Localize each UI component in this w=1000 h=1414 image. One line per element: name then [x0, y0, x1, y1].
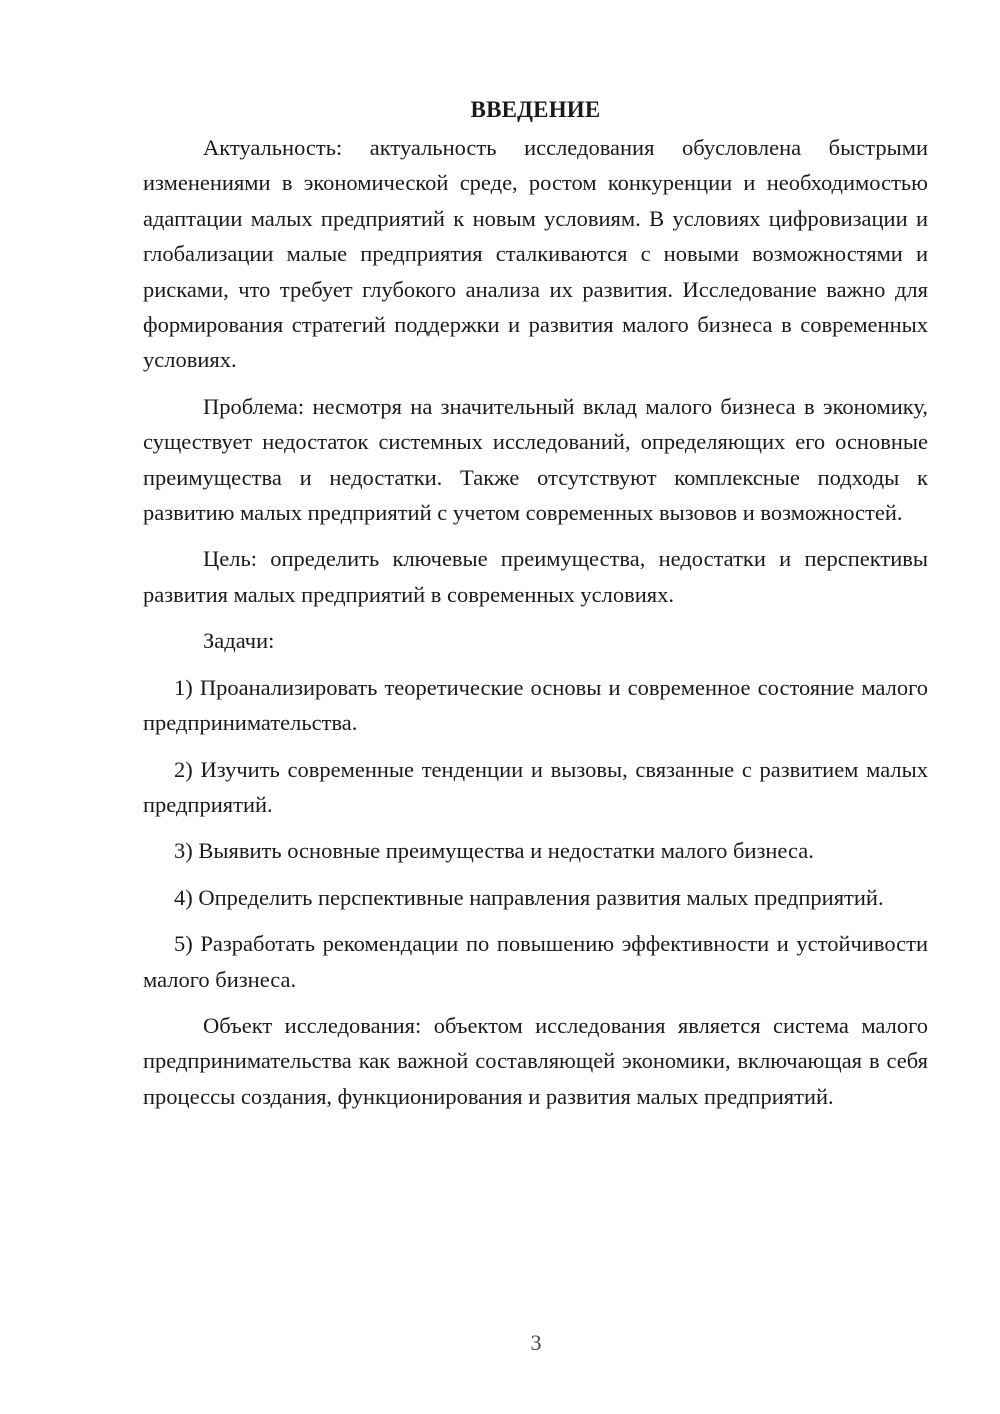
document-page — [143, 92, 928, 1114]
paragraph-relevance: Актуальность: актуальность исследования обусловлена быстрыми изменениями в экономической среде, ростом конкуренции и необходимостью адаптации малых предприятий к новым условиям. В условиях цифровизации и глобализации малые предприятия сталкиваются с новыми возможностями и рисками, что требует глубокого анализа их развития. Исследование важно для формирования стратегий поддержки и развития малого бизнеса в современных условиях. — [143, 135, 928, 373]
paragraph-goal: Цель: определить ключевые преимущества, недостатки и перспективы развития малых предприятий в современных условиях. — [143, 546, 928, 607]
task-item-2: 2) Изучить современные тенденции и вызовы, связанные с развитием малых предприятий. — [143, 756, 928, 817]
tasks-heading: Задачи: — [203, 628, 275, 654]
page-number: 3 — [530, 1330, 542, 1355]
paragraph-object: Объект исследования: объектом исследования является система малого предпринимательства как важной составляющей экономики, включающая в себя процессы создания, функционирования и развития малых предприятий. — [143, 1012, 928, 1109]
page-title: ВВЕДЕНИЕ — [470, 97, 601, 122]
task-item-4: 4) Определить перспективные направления развития малых предприятий. — [174, 884, 884, 910]
task-item-1: 1) Проанализировать теоретические основы и современное состояние малого предпринимательства. — [143, 674, 928, 736]
task-item-3: 3) Выявить основные преимущества и недостатки малого бизнеса. — [174, 838, 814, 864]
task-item-5: 5) Разработать рекомендации по повышению эффективности и устойчивости малого бизнеса. — [143, 931, 928, 992]
paragraph-problem: Проблема: несмотря на значительный вклад малого бизнеса в экономику, существует недостаток системных исследований, определяющих его основные преимущества и недостатки. Также отсутствуют комплексные подходы к развитию малых предприятий с учетом современных вызовов и возможностей. — [143, 393, 928, 526]
